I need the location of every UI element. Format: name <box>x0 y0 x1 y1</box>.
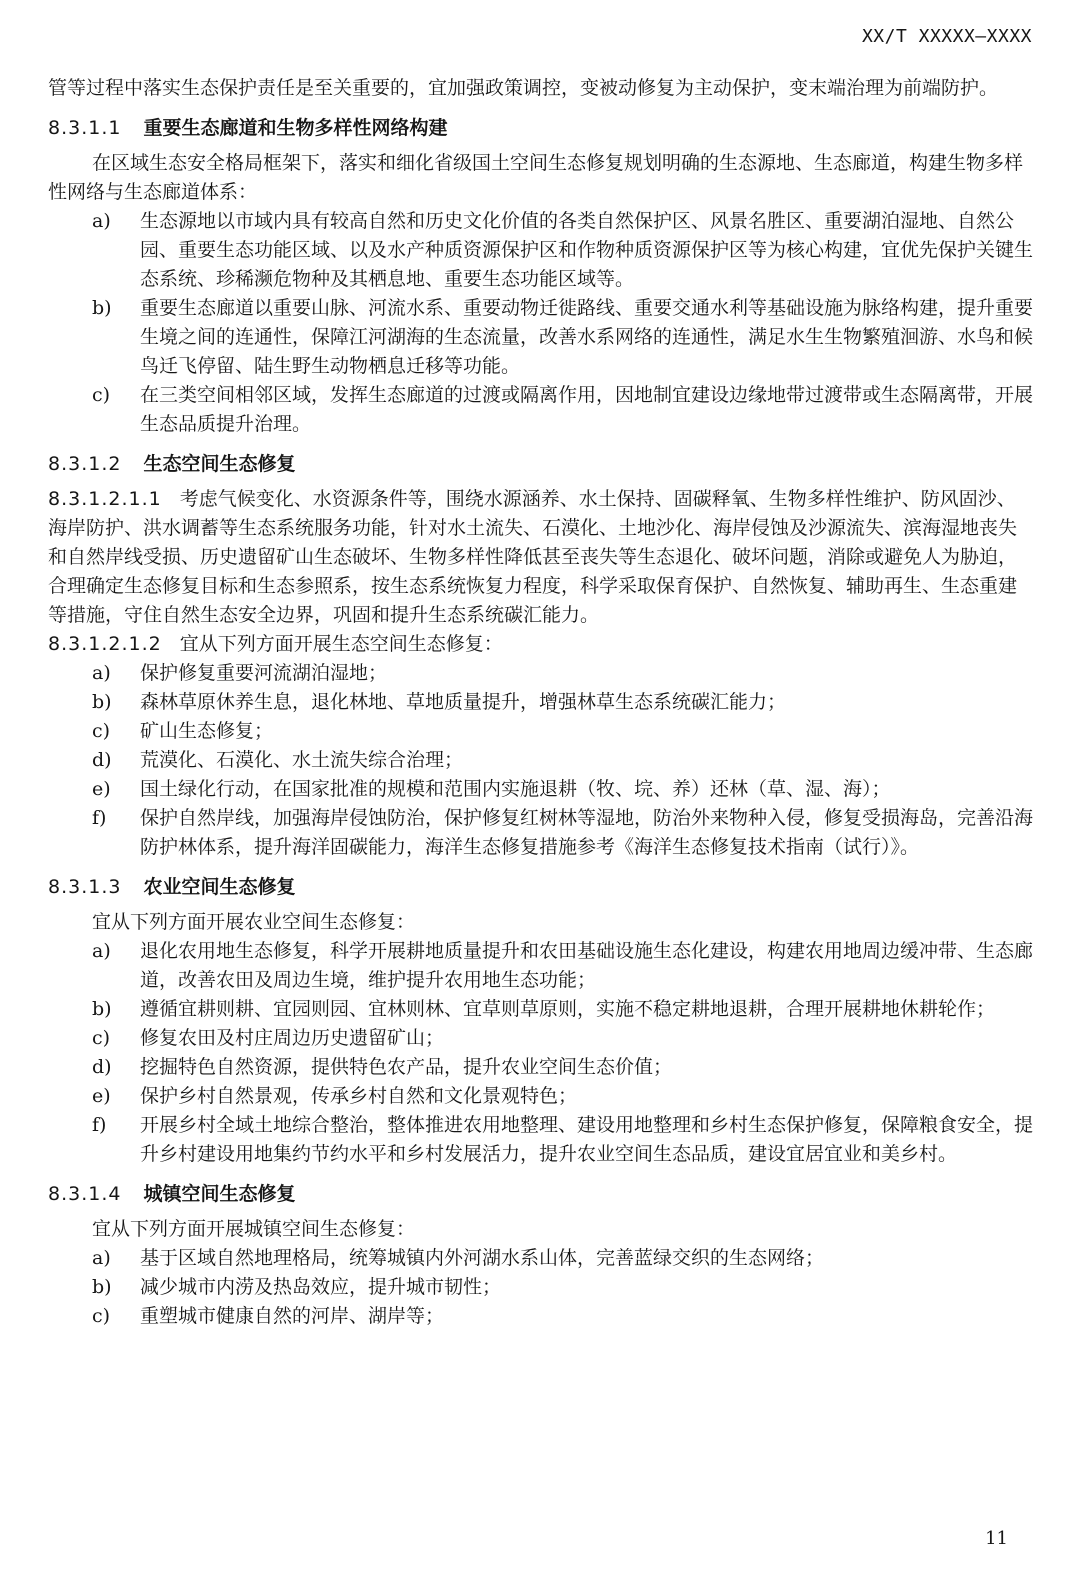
list-item <box>48 1111 1034 1169</box>
list-text: 保护修复重要河流湖泊湿地； <box>140 662 388 684</box>
list-marker: d) <box>92 749 112 771</box>
list-text: 减少城市内涝及热岛效应，提升城市韧性； <box>140 1276 502 1298</box>
clause-text: 宜从下列方面开展生态空间生态修复： <box>179 633 503 655</box>
clause-number: 8.3.1.2.1.1 <box>48 488 162 510</box>
list-item <box>48 1302 1034 1331</box>
list-text: 在三类空间相邻区域，发挥生态廊道的过渡或隔离作用，因地制宜建设边缘地带过渡带或生态隔离带，开展生态品质提升治理。 <box>140 384 1034 435</box>
list-text: 挖掘特色自然资源，提供特色农产品，提升农业空间生态价值； <box>140 1056 673 1078</box>
section-lead: 宜从下列方面开展城镇空间生态修复： <box>92 1218 416 1240</box>
section-list <box>48 937 1034 1169</box>
section-number: 8.3.1.1 <box>48 117 122 139</box>
list-item <box>48 294 1034 381</box>
section-list <box>48 1244 1034 1331</box>
list-text: 矿山生态修复； <box>140 720 274 742</box>
list-marker: b) <box>92 691 112 713</box>
list-marker: c) <box>92 384 111 406</box>
section-lead: 在区域生态安全格局框架下，落实和细化省级国土空间生态修复规划明确的生态源地、生态廊道，构建生物多样性网络与生态廊道体系： <box>48 152 1024 203</box>
list-item <box>48 688 1034 717</box>
list-text: 荒漠化、石漠化、水土流失综合治理； <box>140 749 464 771</box>
list-item <box>48 1244 1034 1273</box>
list-marker: a) <box>92 1247 111 1269</box>
list-text: 退化农用地生态修复，科学开展耕地质量提升和农田基础设施生态化建设，构建农用地周边缓冲带、生态廊道，改善农田及周边生境，维护提升农用地生态功能； <box>140 940 1034 991</box>
list-item <box>48 746 1034 775</box>
document-body <box>48 74 1034 1331</box>
list-marker: c) <box>92 1305 111 1327</box>
clause-8-3-1-2-1-1 <box>48 485 1034 630</box>
clause-text: 考虑气候变化、水资源条件等，围绕水源涵养、水土保持、固碳释氧、生物多样性维护、防风固沙、海岸防护、洪水调蓄等生态系统服务功能，针对水土流失、石漠化、土地沙化、海岸侵蚀及沙源流失、滨海湿地丧失和自然岸线受损、历史遗留矿山生态破坏、生物多样性降低甚至丧失等生态退化、破坏问题，消除或避免人为胁迫，合理确定生态修复目标和生态参照系，按生态系统恢复力程度，科学采取保育保护、自然恢复、辅助再生、生态重建等措施，守住自然生态安全边界，巩固和提升生态系统碳汇能力。 <box>48 488 1018 626</box>
section-title: 生态空间生态修复 <box>143 453 296 475</box>
clause-8-3-1-2-1-2 <box>48 630 1034 659</box>
list-text: 修复农田及村庄周边历史遗留矿山； <box>140 1027 445 1049</box>
list-text: 森林草原休养生息，退化林地、草地质量提升，增强林草生态系统碳汇能力； <box>140 691 787 713</box>
list-marker: f) <box>92 1114 107 1136</box>
list-text: 重要生态廊道以重要山脉、河流水系、重要动物迁徙路线、重要交通水利等基础设施为脉络构建，提升重要生境之间的连通性，保障江河湖海的生态流量，改善水系网络的连通性，满足水生生物繁殖洄游、水鸟和候鸟迁飞停留、陆生野生动物栖息迁移等功能。 <box>140 297 1034 377</box>
section-list <box>48 659 1034 862</box>
list-item <box>48 804 1034 862</box>
section-list <box>48 207 1034 439</box>
list-marker: b) <box>92 998 112 1020</box>
list-item <box>48 1053 1034 1082</box>
list-text: 保护自然岸线，加强海岸侵蚀防治，保护修复红树林等湿地，防治外来物种入侵，修复受损海岛，完善沿海防护林体系，提升海洋固碳能力，海洋生态修复措施参考《海洋生态修复技术指南（试行）》。 <box>140 807 1034 858</box>
section-number: 8.3.1.3 <box>48 876 122 898</box>
page-number: 11 <box>985 1528 1008 1549</box>
list-marker: a) <box>92 210 111 232</box>
list-item <box>48 937 1034 995</box>
list-marker: c) <box>92 1027 111 1049</box>
list-marker: c) <box>92 720 111 742</box>
intro-paragraph: 管等过程中落实生态保护责任是至关重要的，宜加强政策调控，变被动修复为主动保护，变末端治理为前端防护。 <box>48 77 999 99</box>
section-number: 8.3.1.4 <box>48 1183 122 1205</box>
list-marker: b) <box>92 1276 112 1298</box>
list-item <box>48 659 1034 688</box>
section-heading-8-3-1-1 <box>48 113 1034 143</box>
list-text: 国土绿化行动，在国家批准的规模和范围内实施退耕（牧、垸、养）还林（草、湿、海）； <box>140 778 891 800</box>
section-number: 8.3.1.2 <box>48 453 122 475</box>
section-heading-8-3-1-4 <box>48 1179 1034 1209</box>
list-marker: f) <box>92 807 107 829</box>
list-item <box>48 717 1034 746</box>
section-heading-8-3-1-3 <box>48 872 1034 902</box>
section-title: 重要生态廊道和生物多样性网络构建 <box>143 117 448 139</box>
list-marker: b) <box>92 297 112 319</box>
list-text: 基于区域自然地理格局，统筹城镇内外河湖水系山体，完善蓝绿交织的生态网络； <box>140 1247 825 1269</box>
list-marker: d) <box>92 1056 112 1078</box>
list-item <box>48 1273 1034 1302</box>
list-text: 保护乡村自然景观，传承乡村自然和文化景观特色； <box>140 1085 578 1107</box>
list-marker: a) <box>92 662 111 684</box>
list-text: 遵循宜耕则耕、宜园则园、宜林则林、宜草则草原则，实施不稳定耕地退耕，合理开展耕地休耕轮作； <box>140 998 996 1020</box>
list-item <box>48 381 1034 439</box>
section-heading-8-3-1-2 <box>48 449 1034 479</box>
list-marker: e) <box>92 1085 111 1107</box>
document-code: XX/T XXXXX—XXXX <box>861 26 1032 47</box>
list-marker: a) <box>92 940 111 962</box>
list-item <box>48 1024 1034 1053</box>
list-item <box>48 1082 1034 1111</box>
clause-number: 8.3.1.2.1.2 <box>48 633 162 655</box>
section-lead: 宜从下列方面开展农业空间生态修复： <box>92 911 416 933</box>
list-item <box>48 995 1034 1024</box>
list-text: 重塑城市健康自然的河岸、湖岸等； <box>140 1305 445 1327</box>
list-marker: e) <box>92 778 111 800</box>
list-item <box>48 775 1034 804</box>
list-text: 开展乡村全域土地综合整治，整体推进农用地整理、建设用地整理和乡村生态保护修复，保障粮食安全，提升乡村建设用地集约节约水平和乡村发展活力，提升农业空间生态品质，建设宜居宜业和美乡村。 <box>140 1114 1034 1165</box>
section-title: 城镇空间生态修复 <box>143 1183 296 1205</box>
list-item <box>48 207 1034 294</box>
section-title: 农业空间生态修复 <box>143 876 296 898</box>
list-text: 生态源地以市域内具有较高自然和历史文化价值的各类自然保护区、风景名胜区、重要湖泊湿地、自然公园、重要生态功能区域、以及水产种质资源保护区和作物种质资源保护区等为核心构建，宜优先保护关键生态系统、珍稀濒危物种及其栖息地、重要生态功能区域等。 <box>140 210 1034 290</box>
